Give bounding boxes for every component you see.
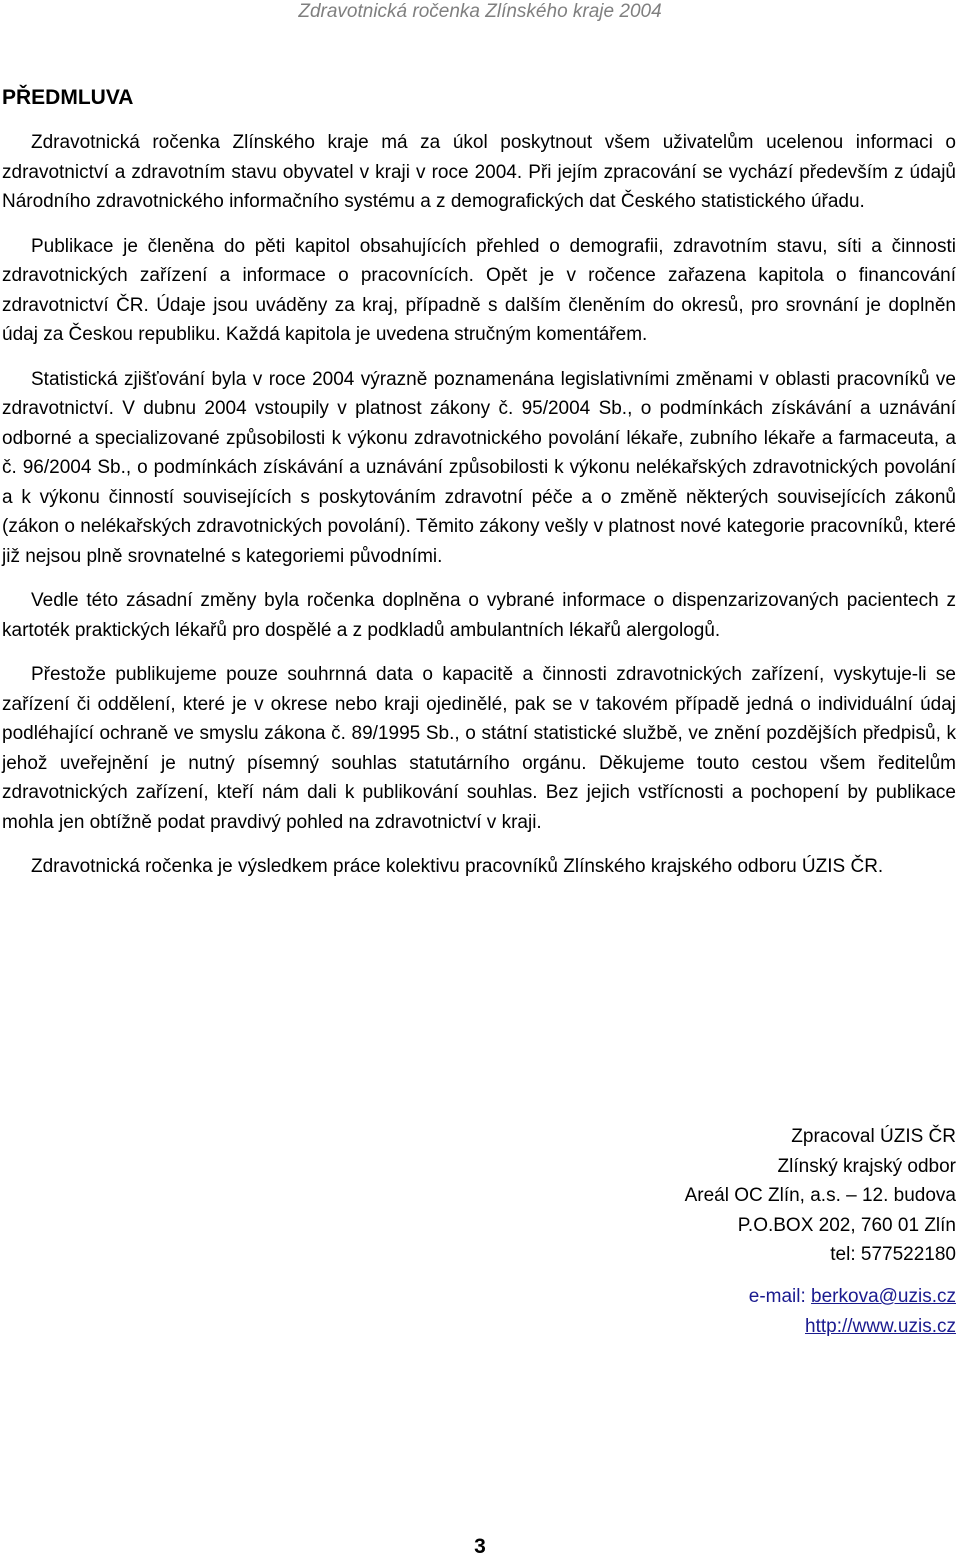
signature-line-org: Zpracoval ÚZIS ČR	[791, 1126, 956, 1147]
signature-line-address: Areál OC Zlín, a.s. – 12. budova	[684, 1185, 956, 1206]
page-title: PŘEDMLUVA	[2, 86, 134, 109]
website-line	[749, 1312, 956, 1342]
signature-line-pobox: P.O.BOX 202, 760 01 Zlín	[737, 1214, 956, 1236]
email-link[interactable]: berkova@uzis.cz	[811, 1286, 956, 1307]
email-line	[749, 1282, 956, 1312]
paragraph-credits: Zdravotnická ročenka je výsledkem práce kolektivu pracovníků Zlínského krajského odboru ÚZIS ČR.	[31, 856, 884, 877]
preface-body	[2, 128, 956, 897]
paragraph-additions: Vedle této zásadní změny byla ročenka doplněna o vybrané informace o dispenzarizovaných pacientech z kartoték praktických lékařů pro dospělé a z podkladů ambulantních lékařů alergologů.	[2, 590, 956, 641]
page-number: 3	[474, 1535, 486, 1558]
website-link[interactable]: http://www.uzis.cz	[805, 1315, 956, 1337]
paragraph-structure: Publikace je členěna do pěti kapitol obsahujících přehled o demografii, zdravotním stavu, síti a činnosti zdravotnických zařízení a informace o pracovnících. Opět je v ročence zařazena kapitola o financování zdravotnictví ČR. Údaje jsou uváděny za kraj, případně s dalším členěním do okresů, pro srovnání je doplněn údaj za Českou republiku. Každá kapitola je uvedena stručným komentářem.	[2, 235, 956, 345]
running-header: Zdravotnická ročenka Zlínského kraje 2004	[298, 1, 662, 22]
paragraph-data-protection: Přestože publikujeme pouze souhrnná data o kapacitě a činnosti zdravotnických zařízení, vyskytuje-li se zařízení či oddělení, které je v okrese nebo kraji ojedinělé, pak se v takovém případě jedná o individuální údaj podléhající ochraně ve smyslu zákona č. 89/1995 Sb., o státní statistické službě, ve znění pozdějších předpisů, k jehož uveřejnění je nutný písemný souhlas statutárního orgánu. Děkujeme touto cestou všem ředitelům zdravotnických zařízení, kteří nám dali k publikování souhlas. Bez jejich vstřícnosti a pochopení by publikace mohla jen obtížně podat pravdivý pohled na zdravotnictví v kraji.	[2, 664, 956, 833]
email-label: e-mail:	[748, 1286, 812, 1307]
signature-line-phone: tel: 577522180	[830, 1244, 956, 1265]
signature-block	[685, 1122, 956, 1270]
signature-line-office: Zlínský krajský odbor	[777, 1155, 956, 1177]
contact-block	[749, 1282, 956, 1341]
paragraph-intro: Zdravotnická ročenka Zlínského kraje má za úkol poskytnout všem uživatelům ucelenou informaci o zdravotnictví a zdravotním stavu obyvatel v kraji v roce 2004. Při jejím zpracování se vychází především z údajů Národního zdravotnického informačního systému a z demografických dat Českého statistického úřadu.	[2, 132, 956, 212]
paragraph-legislation: Statistická zjišťování byla v roce 2004 výrazně poznamenána legislativními změnami v oblasti pracovníků ve zdravotnictví. V dubnu 2004 vstoupily v platnost zákony č. 95/2004 Sb., o podmínkách získávání a uznávání odborné a specializované způsobilosti k výkonu zdravotnického povolání lékaře, zubního lékaře a farmaceuta, a č. 96/2004 Sb., o podmínkách získávání a uznávání způsobilosti k výkonu nelékařských zdravotnických povolání a k výkonu činností souvisejících s poskytováním zdravotní péče a o změně některých souvisejících zákonů (zákon o nelékařských zdravotnických povolání). Těmito zákony vešly v platnost nové kategorie pracovníků, které již nejsou plně srovnatelné s kategoriemi původními.	[2, 368, 956, 567]
